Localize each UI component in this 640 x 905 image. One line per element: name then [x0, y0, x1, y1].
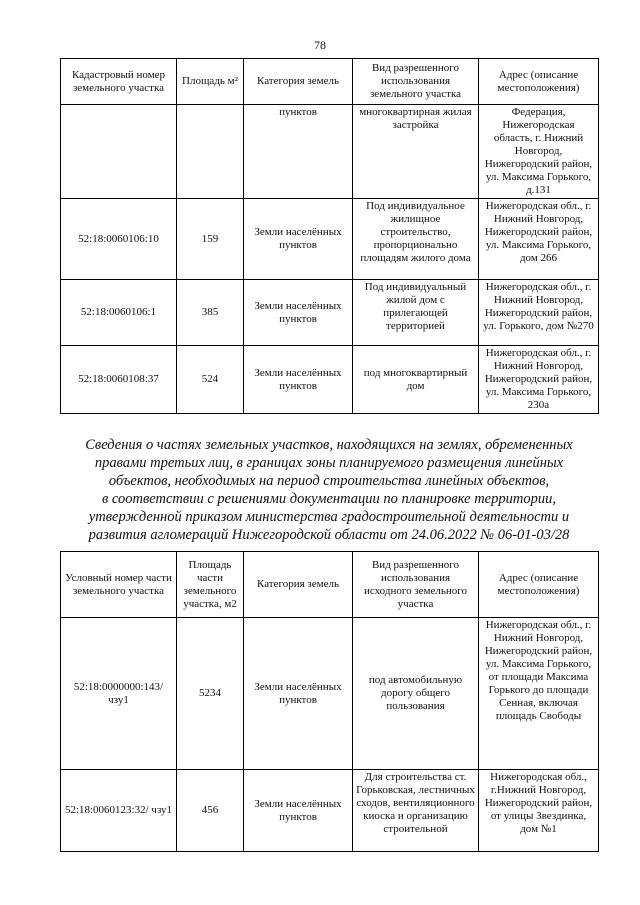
header-land-category: Категория земель: [244, 59, 353, 105]
cell-permitted-use: Под индивидуальное жилищное строительство, пропорционально площадям жилого дома: [353, 199, 479, 280]
header-address: Адрес (описание местоположения): [479, 552, 599, 618]
header-permitted-use: Вид разрешенного использования земельного участка: [353, 59, 479, 105]
cell-conditional-number: 52:18:0000000:143/ чзу1: [61, 618, 177, 770]
cell-area: 385: [177, 280, 244, 346]
table-row: [61, 280, 599, 346]
table-header-row: [61, 552, 599, 618]
cell-address: Нижегородская обл., г. Нижний Новгород, Нижегородский район, ул. Максима Горького, от площади Максима Горького до площади Сенная, включая площадь Свободы: [479, 618, 599, 770]
cell-permitted-use: под автомобильную дорогу общего пользования: [353, 618, 479, 770]
header-part-area: Площадь части земельного участка, м2: [177, 552, 244, 618]
cell-area: [177, 105, 244, 199]
cell-land-category: Земли населённых пунктов: [244, 770, 353, 852]
table-row: [61, 346, 599, 414]
cell-address: Нижегородская обл., г.Нижний Новгород, Нижегородский район, от улицы Звездинка, дом №1: [479, 770, 599, 852]
section-title-line: в соответствии с решениями документации по планировке территории,: [102, 491, 556, 507]
header-land-category: Категория земель: [244, 552, 353, 618]
section-title: [60, 436, 598, 544]
cell-permitted-use: многоквартирная жилая застройка: [353, 105, 479, 199]
cell-part-area: 5234: [177, 618, 244, 770]
cell-permitted-use: Под индивидуальный жилой дом с прилегающей территорией: [353, 280, 479, 346]
table-row: [61, 618, 599, 770]
table-row: [61, 199, 599, 280]
cell-land-category: Земли населённых пунктов: [244, 280, 353, 346]
cell-land-category: Земли населённых пунктов: [244, 618, 353, 770]
header-cadastral-number: Кадастровый номер земельного участка: [61, 59, 177, 105]
cell-address: Нижегородская обл., г. Нижний Новгород, Нижегородский район, ул. Максима Горького, 230а: [479, 346, 599, 414]
page-number: 78: [314, 38, 326, 52]
header-area: Площадь м²: [177, 59, 244, 105]
section-title-line: правами третьих лиц, в границах зоны планируемого размещения линейных: [94, 455, 564, 471]
section-title-line: Сведения о частях земельных участков, находящихся на землях, обремененных: [85, 437, 573, 453]
cell-land-category: Земли населённых пунктов: [244, 199, 353, 280]
table-header-row: [61, 59, 599, 105]
header-conditional-number: Условный номер части земельного участка: [61, 552, 177, 618]
cell-permitted-use: Для строительства ст. Горьковская, лестничных сходов, вентиляционного киоска и организацию строительной: [353, 770, 479, 852]
land-plots-table: [60, 58, 599, 414]
cell-part-area: 456: [177, 770, 244, 852]
cell-address: Федерация, Нижегородская область, г. Нижний Новгород, Нижегородский район, ул. Максима Горького, д.131: [479, 105, 599, 199]
section-title-line: объектов, необходимых на период строительства линейных объектов,: [108, 473, 550, 489]
cell-address: Нижегородская обл., г. Нижний Новгород, Нижегородский район, ул. Горького, дом №270: [479, 280, 599, 346]
cell-cadastral-number: 52:18:0060106:1: [61, 280, 177, 346]
table-row: [61, 770, 599, 852]
section-title-line: развития агломераций Нижегородской области от 24.06.2022 № 06-01-03/28: [88, 527, 570, 543]
cell-cadastral-number: 52:18:0060106:10: [61, 199, 177, 280]
cell-cadastral-number: [61, 105, 177, 199]
cell-cadastral-number: 52:18:0060108:37: [61, 346, 177, 414]
cell-area: 159: [177, 199, 244, 280]
cell-land-category: Земли населённых пунктов: [244, 346, 353, 414]
cell-address: Нижегородская обл., г. Нижний Новгород, Нижегородский район, ул. Максима Горького, дом 266: [479, 199, 599, 280]
land-plot-parts-table: [60, 551, 599, 852]
header-address: Адрес (описание местоположения): [479, 59, 599, 105]
cell-area: 524: [177, 346, 244, 414]
header-permitted-use: Вид разрешенного использования исходного земельного участка: [353, 552, 479, 618]
section-title-line: утвержденной приказом министерства градостроительной деятельности и: [88, 509, 570, 525]
table-row: [61, 105, 599, 199]
cell-permitted-use: под многоквартирный дом: [353, 346, 479, 414]
cell-conditional-number: 52:18:0060123:32/ чзу1: [61, 770, 177, 852]
cell-land-category: пунктов: [244, 105, 353, 199]
